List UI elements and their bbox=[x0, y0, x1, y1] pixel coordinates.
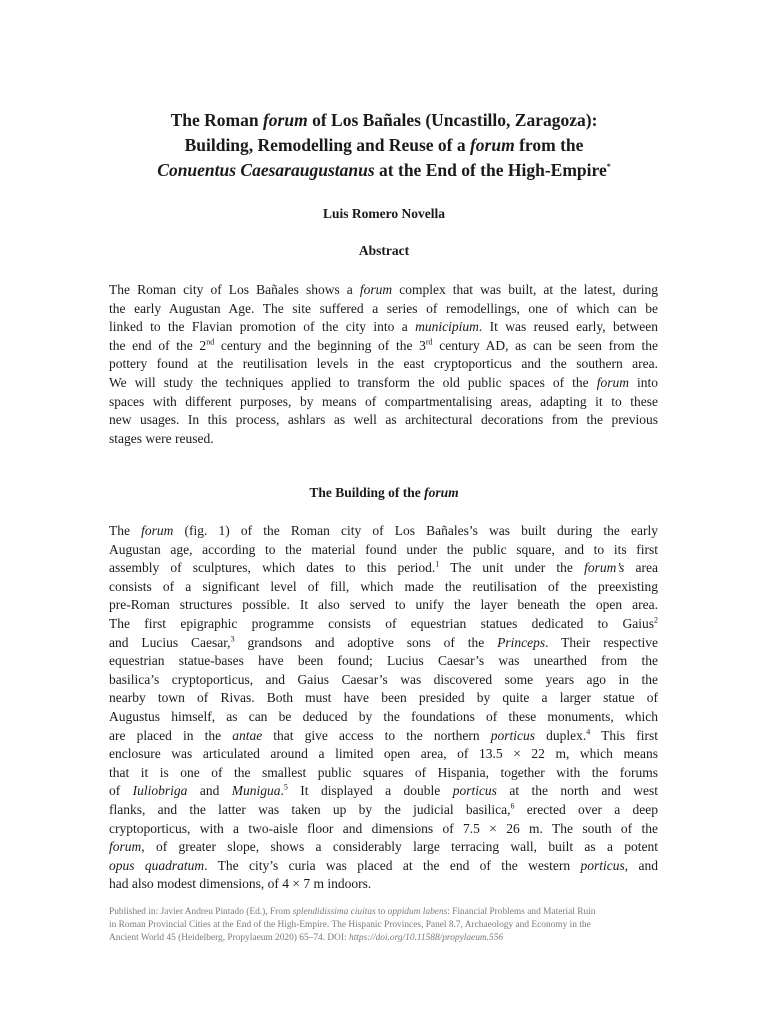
text-run: , and bbox=[624, 857, 658, 873]
text-run: the early Augustan Age. The site suffered a series of remodellings, one of which can be bbox=[109, 300, 658, 316]
publication-footer bbox=[109, 906, 669, 946]
text-run: pottery found at the reutilisation levels in the east cryptoporticus and the southern area. bbox=[109, 356, 658, 372]
italic-text: forum bbox=[596, 374, 629, 390]
superscript: nd bbox=[206, 337, 215, 347]
text-run: pre-Roman structures possible. It also served to unify the layer beneath the open area. bbox=[109, 597, 658, 613]
text-run: . Their respective bbox=[545, 634, 658, 650]
text-run: The Roman city of Los Bañales shows a bbox=[109, 282, 360, 297]
superscript: 5 bbox=[283, 782, 288, 792]
abstract-line bbox=[109, 374, 658, 393]
superscript: rd bbox=[425, 337, 433, 347]
text-run: basilica’s cryptoporticus, and Gaius Caesar’s was discovered some years ago in the bbox=[109, 671, 658, 687]
text-run: the end of the 2 bbox=[109, 337, 207, 353]
footer-line bbox=[109, 906, 669, 919]
italic-text: forum bbox=[359, 282, 393, 297]
text-run: that give access to the northern bbox=[262, 727, 491, 743]
text-run: century AD, as can be seen from the bbox=[432, 337, 658, 353]
footer-line bbox=[109, 932, 669, 945]
body-line bbox=[109, 578, 658, 597]
abstract-line bbox=[109, 281, 658, 300]
abstract-line bbox=[109, 393, 658, 412]
text-run: spaces with different purposes, by means of compartmentalising areas, adapting it to these bbox=[109, 393, 658, 409]
body-line bbox=[109, 671, 658, 690]
title-line-3 bbox=[100, 158, 668, 183]
abstract-line bbox=[109, 411, 658, 430]
text-run: This first bbox=[590, 727, 658, 743]
text-run: and Lucius Caesar, bbox=[109, 634, 231, 650]
text-run: nearby town of Rivas. Both must have been presided by quite a larger statue of bbox=[109, 690, 658, 706]
text-run: at the north and west bbox=[496, 783, 658, 799]
title-text: The Roman bbox=[170, 110, 263, 130]
footer-line bbox=[109, 919, 669, 932]
text-run: cryptoporticus, with a two-aisle floor and dimensions of 7.5 × 26 m. The south of the bbox=[109, 820, 658, 836]
italic-text: porticus bbox=[490, 727, 535, 743]
body-line bbox=[109, 727, 658, 746]
body-line bbox=[109, 838, 658, 857]
body-line bbox=[109, 596, 658, 615]
text-run: erected over a deep bbox=[514, 801, 658, 817]
abstract-line bbox=[109, 430, 658, 449]
text-run: (fig. 1) of the Roman city of Los Bañales’s was built during the early bbox=[173, 523, 658, 538]
body-line bbox=[109, 615, 658, 634]
body-line bbox=[109, 541, 658, 560]
text-run: Augustan age, according to the material found under the public square, and to its first bbox=[109, 541, 658, 557]
abstract-heading: Abstract bbox=[358, 243, 410, 258]
title-footnote-mark: * bbox=[606, 162, 611, 172]
italic-text: forum bbox=[141, 523, 174, 538]
text-run: assembly of sculptures, which dates to this period. bbox=[109, 560, 436, 576]
text-run: It displayed a double bbox=[287, 783, 453, 799]
title-text: Building, Remodelling and Reuse of a bbox=[184, 135, 470, 155]
title-text: from the bbox=[514, 135, 584, 155]
paper-title bbox=[100, 108, 668, 183]
text-run: The unit under the bbox=[439, 560, 585, 576]
superscript: 6 bbox=[510, 801, 515, 811]
title-italic: forum bbox=[469, 135, 515, 155]
body-line bbox=[109, 634, 658, 653]
body-line bbox=[109, 857, 658, 876]
text-run: had also modest dimensions, of 4 × 7 m indoors. bbox=[109, 876, 372, 892]
superscript: 2 bbox=[654, 615, 658, 625]
italic-text: opus quadratum bbox=[109, 857, 205, 873]
section-heading bbox=[100, 485, 668, 501]
text-run: Augustus himself, as can be deduced by the foundations of these monuments, which bbox=[109, 708, 658, 724]
title-italic: forum bbox=[262, 110, 308, 130]
body-line bbox=[109, 801, 658, 820]
text-run: enclosure was articulated around a limited open area, of 13.5 × 22 m, which means bbox=[109, 746, 658, 762]
text-run: : Financial Problems and Material Ruin bbox=[447, 907, 596, 917]
title-line-2 bbox=[100, 133, 668, 158]
italic-text: forum’s bbox=[584, 560, 625, 576]
author-name: Luis Romero Novella bbox=[323, 206, 445, 221]
text-run: of bbox=[109, 783, 133, 799]
body-line bbox=[109, 689, 658, 708]
body-paragraph bbox=[109, 522, 658, 894]
abstract-line bbox=[109, 318, 658, 337]
text-run: , of greater slope, shows a considerably large terracing wall, built as a potent bbox=[141, 839, 658, 855]
italic-text: splendidissima ciuitas bbox=[292, 907, 376, 917]
text-run: century and the beginning of the 3 bbox=[214, 337, 426, 353]
text-run: duplex. bbox=[535, 727, 587, 743]
text-run: The first epigraphic programme consists of equestrian statues dedicated to Gaius bbox=[109, 615, 654, 631]
text-run: and bbox=[187, 783, 232, 799]
italic-text: porticus bbox=[580, 857, 625, 873]
italic-text: porticus bbox=[452, 783, 497, 799]
body-line bbox=[109, 652, 658, 671]
body-line bbox=[109, 559, 658, 578]
text-run: . It was reused early, between bbox=[478, 319, 658, 335]
italic-text: municipium bbox=[415, 319, 479, 335]
title-italic: Conuentus Caesaraugustanus bbox=[157, 160, 375, 180]
body-line bbox=[109, 708, 658, 727]
text-run: The bbox=[109, 523, 142, 538]
text-run: grandsons and adoptive sons of the bbox=[234, 634, 498, 650]
italic-text: oppidum labens bbox=[387, 907, 448, 917]
body-line bbox=[109, 764, 658, 783]
superscript: 3 bbox=[230, 634, 235, 644]
title-line-1 bbox=[100, 108, 668, 133]
superscript: 4 bbox=[586, 727, 591, 737]
abstract-line bbox=[109, 337, 658, 356]
italic-text: https://doi.org/10.11588/propylaeum.556 bbox=[349, 933, 504, 944]
body-line bbox=[109, 875, 658, 894]
text-run: flanks, and the latter was taken up by the judicial basilica, bbox=[109, 801, 511, 817]
body-line bbox=[109, 522, 658, 541]
body-line bbox=[109, 820, 658, 839]
text-run: complex that was built, at the latest, during bbox=[392, 282, 658, 297]
text-run: into bbox=[628, 374, 658, 390]
title-text: at the End of the High-Empire bbox=[374, 160, 607, 180]
text-run: Ancient World 45 (Heidelberg, Propylaeum 2020) 65–74. DOI: bbox=[109, 933, 349, 944]
body-line bbox=[109, 745, 658, 764]
italic-text: Princeps bbox=[497, 634, 546, 650]
text-run: new usages. In this process, ashlars as well as architectural decorations from the previous bbox=[109, 412, 658, 428]
text-run: are placed in the bbox=[109, 727, 233, 743]
text-run: stages were reused. bbox=[109, 430, 214, 446]
text-run: We will study the techniques applied to transform the old public spaces of the bbox=[109, 374, 597, 390]
abstract-line bbox=[109, 355, 658, 374]
italic-text: antae bbox=[232, 727, 263, 743]
text-run: consists of a significant level of fill, which made the reutilisation of the preexisting bbox=[109, 578, 658, 594]
italic-text: Iuliobriga bbox=[132, 783, 188, 799]
italic-text: forum bbox=[109, 839, 142, 855]
text-run: equestrian statue-bases have been found; Lucius Caesar’s was unearthed from the bbox=[109, 653, 658, 669]
abstract-text bbox=[109, 281, 658, 448]
text-run: area bbox=[624, 560, 658, 576]
text-run: linked to the Flavian promotion of the city into a bbox=[109, 319, 416, 335]
text-run: in Roman Provincial Cities at the End of the High-Empire. The Hispanic Provinces, Panel 8.7, Archaeology and Economy in the bbox=[109, 920, 591, 931]
title-text: of Los Bañales (Uncastillo, Zaragoza): bbox=[307, 110, 598, 130]
body-line bbox=[109, 782, 658, 801]
section-heading-text: The Building of the bbox=[309, 485, 425, 500]
text-run: that it is one of the smallest public squares of Hispania, together with the forums bbox=[109, 764, 658, 780]
section-heading-italic: forum bbox=[424, 485, 459, 500]
text-run: to bbox=[375, 907, 388, 917]
text-run: . The city’s curia was placed at the end of the western bbox=[204, 857, 581, 873]
italic-text: Munigua bbox=[231, 783, 281, 799]
superscript: 1 bbox=[435, 559, 440, 569]
abstract-line bbox=[109, 300, 658, 319]
text-run: . bbox=[280, 783, 284, 799]
text-run: Published in: Javier Andreu Pintado (Ed.), From bbox=[109, 907, 293, 917]
